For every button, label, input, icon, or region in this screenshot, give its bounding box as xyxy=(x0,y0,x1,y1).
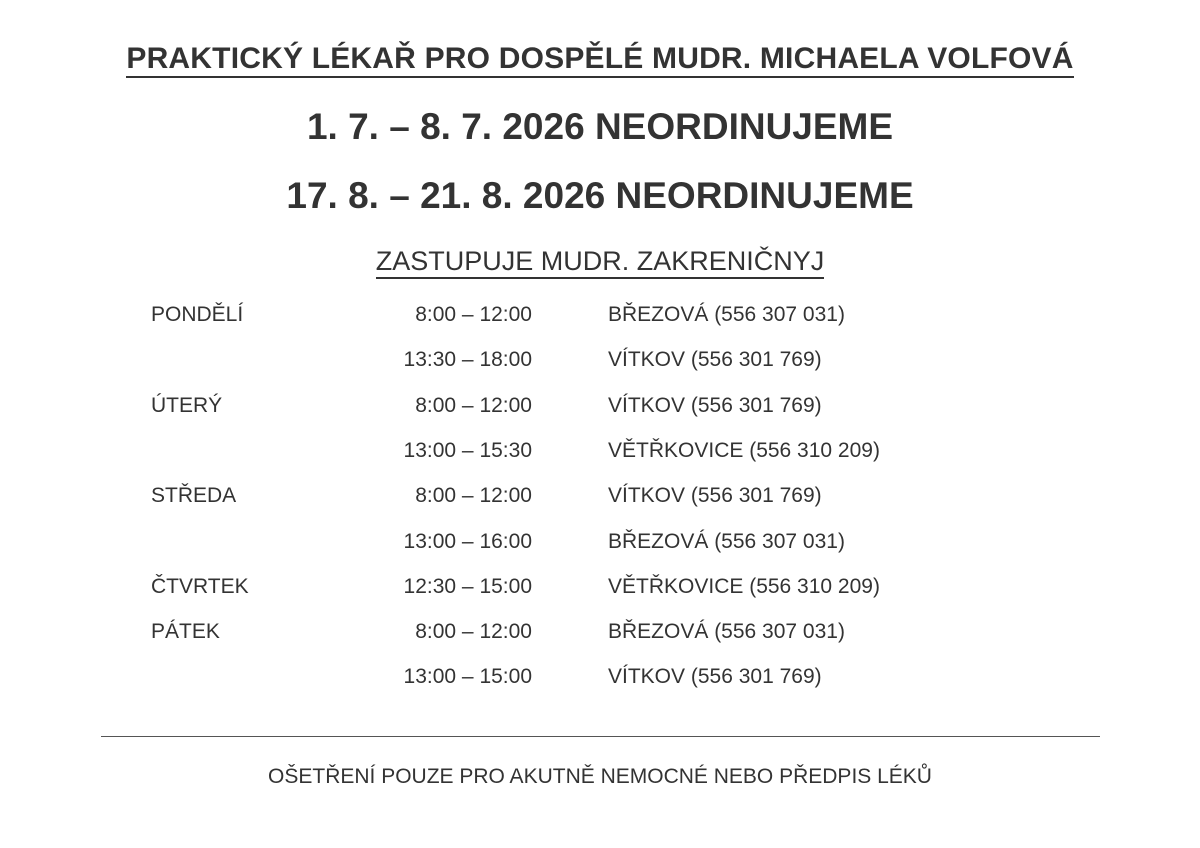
schedule-place: VÍTKOV (556 301 769) xyxy=(608,484,822,507)
divider-line xyxy=(101,736,1100,737)
schedule-place: VÍTKOV (556 301 769) xyxy=(608,348,822,371)
schedule-day: ÚTERÝ xyxy=(151,394,223,417)
schedule-time: 8:00 – 12:00 xyxy=(415,484,532,507)
schedule-row xyxy=(0,530,1200,560)
schedule-row xyxy=(0,348,1200,378)
substitute-doctor xyxy=(0,246,1200,277)
schedule-place: BŘEZOVÁ (556 307 031) xyxy=(608,530,845,553)
closure-period-2: 17. 8. – 21. 8. 2026 NEORDINUJEME xyxy=(286,175,914,216)
footer-note: OŠETŘENÍ POUZE PRO AKUTNĚ NEMOCNÉ NEBO PŘEDPIS LÉKŮ xyxy=(268,765,932,788)
schedule-row xyxy=(0,620,1200,650)
schedule-time: 13:00 – 15:00 xyxy=(403,665,532,688)
schedule-time: 8:00 – 12:00 xyxy=(415,303,532,326)
schedule-time: 8:00 – 12:00 xyxy=(415,620,532,643)
schedule-time: 8:00 – 12:00 xyxy=(415,394,532,417)
schedule-time: 12:30 – 15:00 xyxy=(403,575,532,598)
schedule-day: ČTVRTEK xyxy=(151,575,249,598)
schedule-day: STŘEDA xyxy=(151,484,237,507)
schedule-row xyxy=(0,439,1200,469)
schedule-time: 13:30 – 18:00 xyxy=(403,348,532,371)
schedule-place: VĚTŘKOVICE (556 310 209) xyxy=(608,439,880,462)
schedule-time: 13:00 – 15:30 xyxy=(403,439,532,462)
schedule-row xyxy=(0,484,1200,514)
substitute-doctor-text: ZASTUPUJE MUDR. ZAKRENIČNYJ xyxy=(376,246,825,279)
schedule-day: PONDĚLÍ xyxy=(151,303,244,326)
schedule-row xyxy=(0,394,1200,424)
schedule-row xyxy=(0,303,1200,333)
schedule-row xyxy=(0,665,1200,695)
schedule-row xyxy=(0,575,1200,605)
schedule-time: 13:00 – 16:00 xyxy=(403,530,532,553)
schedule-place: VĚTŘKOVICE (556 310 209) xyxy=(608,575,880,598)
schedule-place: BŘEZOVÁ (556 307 031) xyxy=(608,303,845,326)
schedule-day: PÁTEK xyxy=(151,620,220,643)
closure-period-1: 1. 7. – 8. 7. 2026 NEORDINUJEME xyxy=(306,106,894,147)
schedule-place: VÍTKOV (556 301 769) xyxy=(608,665,822,688)
schedule-place: BŘEZOVÁ (556 307 031) xyxy=(608,620,845,643)
schedule-place: VÍTKOV (556 301 769) xyxy=(608,394,822,417)
doctor-title-text: PRAKTICKÝ LÉKAŘ PRO DOSPĚLÉ MUDR. MICHAELA VOLFOVÁ xyxy=(126,42,1073,78)
doctor-title xyxy=(0,42,1200,76)
